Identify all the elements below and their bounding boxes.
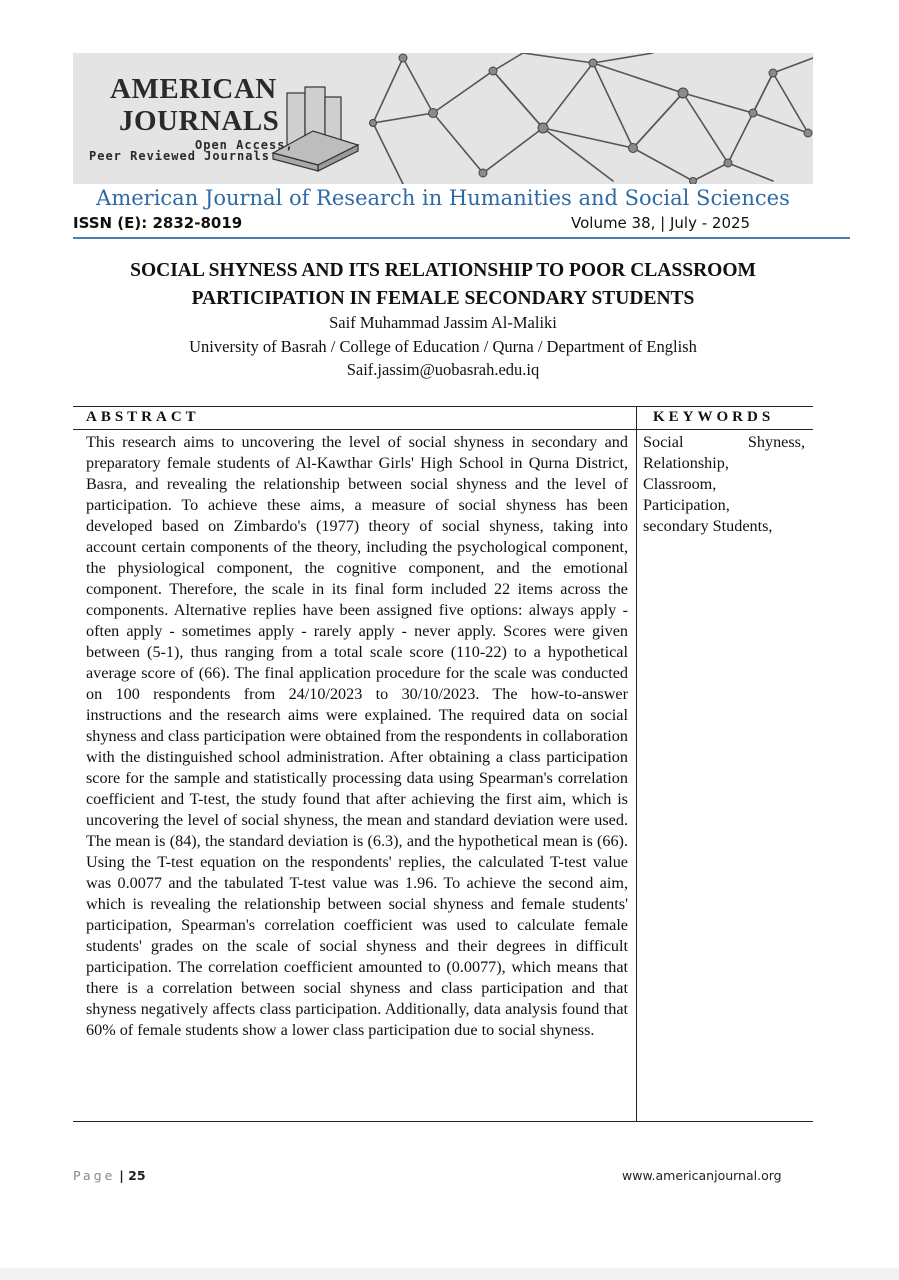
abstract-body: This research aims to uncovering the level of social shyness in secondary and preparatory female students of Al-Kawthar Girls' High School in Qurna District, Basra, and revealing the relationship between social shyness and the level of participation. To achieve these aims, a measure of social shyness has been developed based on Zimbardo's (1977) theory of social shyness, taking into account certain components of the theory, including the psychological component, the physiological component, the cognitive component, and the emotional component. Therefore, the scale in its final form included 22 items across the components. Alternative replies have been assigned five options: always apply - often apply - sometimes apply - rarely apply - never apply. Scores were given between (5-1), thus ranging from a total scale score (110-22) to a hypothetical average score of (66). The final application procedure for the scale was conducted on 100 respondents from 24/10/2023 to 30/10/2023. The how-to-answer instructions and the research aims were explained. The required data on social shyness and class participation were obtained from the respondents in collaboration with the distinguished school administration. After obtaining a class participation score for the sample and statistically processing data using Spearman's correlation coefficient and T-test, the study found that after achieving the first aim, which is uncovering the level of social shyness, the mean and standard deviation were used. The mean is (84), the standard deviation is (6.3), and the hypothetical mean is (66). Using the T-test equation on the respondents' replies, the calculated T-test value was 0.0077 and the tabulated T-test value was 1.96. To achieve the second aim, which is revealing the relationship between social shyness and female students' participation, Spearman's correlation coefficient was used to calculate female students' grades on the scale of social shyness and their degrees in difficult participation. The correlation coefficient amounted to (0.0077), which means that there is a correlation between social shyness and class participation and that shyness negatively affects class participation. Additionally, data analysis found that 60% of female students show a lower class participation due to social shyness. [86,433,628,1039]
volume-info: Volume 38, | July - 2025 [571,214,751,232]
author-affiliation: University of Basrah / College of Education / Qurna / Department of English [189,337,697,356]
brand-name-line1: AMERICAN [110,73,277,105]
column-divider [636,406,637,1121]
header-divider [73,237,850,239]
author-email: Saif.jassim@uobasrah.edu.iq [346,360,540,379]
abstract-top-rule [73,406,813,407]
abstract-bottom-rule [73,1121,813,1122]
keyword-word: Social [643,433,684,451]
keyword-item: Classroom, [643,475,717,493]
keyword-item: Relationship, [643,454,729,472]
page-label: Page [73,1168,116,1183]
abstract-heading-rule [73,429,813,430]
paper-title-line-2: PARTICIPATION IN FEMALE SECONDARY STUDENTS [191,288,695,309]
paper-title-line-1: SOCIAL SHYNESS AND ITS RELATIONSHIP TO POOR CLASSROOM [130,260,756,281]
keyword-item [643,432,805,453]
keyword-item: Participation, [643,496,730,514]
stacked-books-icon [273,87,358,171]
keywords-heading: KEYWORDS [653,409,775,425]
page-bottom-strip [0,1268,899,1280]
keyword-item: secondary Students, [643,517,773,535]
journal-banner [73,53,813,184]
footer-url[interactable]: www.americanjournal.org [622,1168,782,1183]
page-number [73,1168,146,1183]
abstract-heading: ABSTRACT [86,409,200,425]
brand-tagline-2: Peer Reviewed Journals [89,149,270,163]
page-number-value: | 25 [119,1168,146,1183]
paper-title [73,257,813,313]
brand-name-line2: JOURNALS [119,105,280,137]
issn: ISSN (E): 2832-8019 [73,214,243,232]
brand-tagline-1: Open Access, [195,138,294,152]
keyword-word: Shyness, [747,433,805,451]
journal-title: American Journal of Research in Humanities and Social Sciences [96,186,790,210]
author-name: Saif Muhammad Jassim Al-Maliki [329,313,557,332]
keywords-list [643,432,805,537]
